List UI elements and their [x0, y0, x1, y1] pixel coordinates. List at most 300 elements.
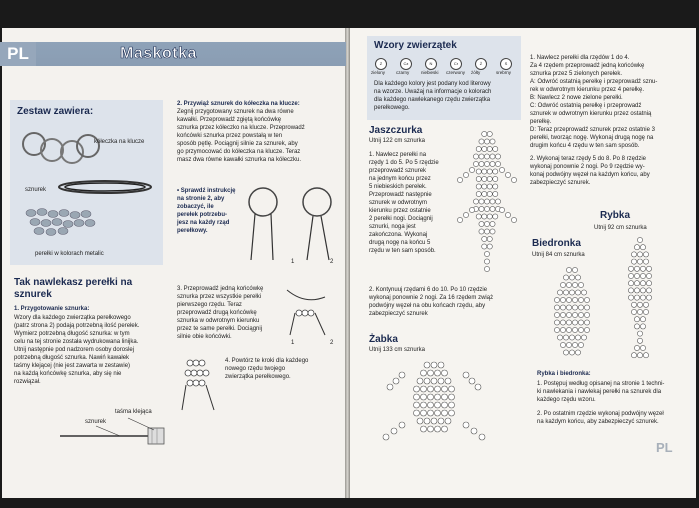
bead: [631, 252, 636, 257]
bead: [640, 245, 645, 250]
pl-footer: PL: [656, 440, 673, 455]
bead: [475, 384, 481, 390]
lizard-line: kierunku przez ostatnie: [369, 208, 431, 214]
fl-line: 2. Po ostatnim rzędzie wykonaj podwójny węzeł: [537, 411, 664, 417]
bead: [435, 410, 441, 416]
frog-line: sznurek w odwrotnym kierunku przez ostatnią: [530, 111, 652, 117]
bead: [449, 410, 455, 416]
step2-line: kawałki. Przeprowadź zgiętą końcówkę: [177, 117, 282, 123]
howto-sub1: 1. Przygotowanie sznurka:: [14, 306, 90, 312]
bead: [449, 402, 455, 408]
frog-cord: Utnij 133 cm sznurka: [369, 347, 426, 353]
threading-illustration: [285, 285, 340, 345]
bead: [414, 402, 420, 408]
bead: [428, 426, 434, 432]
bead: [572, 267, 577, 272]
lizard-line: podwójny węzeł na obu końcach rzędu, aby: [369, 303, 486, 309]
color-swatch-icon: Ż: [475, 58, 487, 70]
bead: [634, 281, 639, 286]
bead: [431, 378, 437, 384]
bead: [563, 335, 568, 340]
bead: [634, 345, 639, 350]
bead: [584, 327, 589, 332]
bead: [479, 139, 484, 144]
bead: [490, 221, 495, 226]
bead: [487, 131, 492, 136]
frog-instructions: [530, 54, 657, 150]
bead: [560, 297, 565, 302]
bead: [490, 139, 495, 144]
bead: [499, 167, 504, 172]
bead: [643, 302, 648, 307]
frog-line: wykonaj ponownie 2 nogi. Po 9 rzędzie wy-: [530, 164, 645, 170]
bead: [578, 312, 583, 317]
note-line: perełkowy.: [177, 228, 208, 234]
beads-illustration: [25, 207, 105, 237]
bead: [490, 161, 495, 166]
bead: [646, 273, 651, 278]
bead: [640, 295, 645, 300]
color-label: czarny: [396, 70, 410, 75]
bead: [495, 154, 500, 159]
pl-tab: PL: [0, 42, 36, 66]
frog-line: sznurka przez 5 zielonych perełek.: [530, 71, 623, 77]
frog-line: konaj podwójny węzeł na każdym końcu, aby: [530, 172, 650, 178]
fish-cord: Utnij 92 cm sznurka: [594, 225, 647, 231]
howto-heading-1: Tak nawlekasz perełki na: [14, 277, 133, 288]
lizard-line: sznurek w odwrotnym: [369, 200, 428, 206]
bead: [637, 338, 642, 343]
bead: [646, 295, 651, 300]
fl-line: każdego rzędu wzoru.: [537, 397, 596, 403]
bead: [634, 317, 639, 322]
bead: [463, 212, 468, 217]
bead: [637, 331, 642, 336]
bead: [442, 370, 448, 376]
patterns-heading: Wzory zwierzątek: [374, 40, 457, 51]
bead: [435, 402, 441, 408]
bead: [578, 305, 583, 310]
bead: [554, 297, 559, 302]
lizard-line: 2 perełki nogi. Dociągnij: [369, 216, 433, 222]
bead: [399, 422, 405, 428]
bead: [482, 176, 487, 181]
bead: [572, 327, 577, 332]
bead: [572, 305, 577, 310]
bead: [584, 297, 589, 302]
frog-line: zabezpieczyć sznurek.: [530, 180, 591, 186]
bead: [428, 394, 434, 400]
bead: [569, 275, 574, 280]
frog-line: perełkę.: [530, 119, 552, 125]
frog-line: B: Nawlecz 2 nowe zielone perełki.: [530, 95, 623, 101]
bead: [566, 305, 571, 310]
howto-line: potrzebną długość sznurka. Nawiń kawałek: [14, 355, 130, 361]
bead: [484, 199, 489, 204]
bead: [560, 282, 565, 287]
bead: [575, 335, 580, 340]
bead: [476, 146, 481, 151]
bead: [566, 312, 571, 317]
fl-line: 1. Postępuj według opisanej na stronie 1 techni-: [537, 381, 665, 387]
lizard-line: sznurki, noga jest: [369, 224, 416, 230]
lizard-title: Jaszczurka: [369, 125, 423, 136]
note-line: perełek potrzebu-: [177, 212, 228, 218]
bead: [473, 199, 478, 204]
fish-bead-diagram: [620, 234, 660, 364]
bead: [428, 370, 434, 376]
frog-instructions-2: [530, 155, 650, 187]
bead: [431, 418, 437, 424]
frog-bead-diagram: [372, 355, 497, 450]
bead: [643, 252, 648, 257]
bead: [637, 259, 642, 264]
bead: [572, 342, 577, 347]
bead: [505, 172, 510, 177]
bead: [484, 266, 489, 271]
step3-fig-2: 2: [330, 340, 334, 346]
bead: [469, 167, 474, 172]
bead: [643, 259, 648, 264]
fish-ladybug-p1: [537, 380, 664, 404]
bead: [424, 418, 430, 424]
bead: [479, 199, 484, 204]
bead: [484, 229, 489, 234]
bead: [442, 426, 448, 432]
bead: [482, 244, 487, 249]
bead: [435, 386, 441, 392]
bead: [640, 281, 645, 286]
lizard-line: Przeprowadź następnie: [369, 192, 432, 198]
bead: [476, 176, 481, 181]
lizard-instructions: [369, 151, 439, 255]
intro-line: Dla każdego kolory jest podany kod literowy: [374, 81, 491, 87]
bead: [493, 146, 498, 151]
bead: [493, 214, 498, 219]
bead: [634, 324, 639, 329]
bead: [438, 418, 444, 424]
bead: [581, 290, 586, 295]
howto-line: taśmy klejącej (nie jest zawarta w zestawie): [14, 363, 131, 369]
bead: [484, 161, 489, 166]
bead: [560, 342, 565, 347]
bead: [493, 184, 498, 189]
ladybug-cord: Utnij 84 cm sznurka: [532, 252, 585, 258]
bead: [578, 282, 583, 287]
color-label: zielony: [371, 70, 386, 75]
bead: [566, 327, 571, 332]
bead: [457, 177, 462, 182]
bead: [479, 206, 484, 211]
lizard-bead-diagram: [452, 128, 522, 283]
frog-line: Za 4 rzędem przeprowadź jedną końcówkę: [530, 63, 645, 69]
bead: [438, 362, 444, 368]
bead: [569, 335, 574, 340]
bead: [421, 410, 427, 416]
howto-line: (patrz strona 2) podają potrzebną ilość perełek.: [14, 323, 140, 329]
bead: [482, 236, 487, 241]
fig-2-label: 2: [330, 259, 334, 265]
bead: [428, 386, 434, 392]
bead: [628, 281, 633, 286]
lizard-line: rzędu w ten sam sposób.: [369, 248, 436, 254]
bead: [482, 214, 487, 219]
bead: [578, 342, 583, 347]
bead: [476, 191, 481, 196]
bead: [457, 217, 462, 222]
bead: [484, 251, 489, 256]
tape-cord-illustration: [60, 418, 170, 448]
step3-line: przez te same perełki. Dociągnij: [177, 326, 263, 332]
bead: [424, 362, 430, 368]
key-rings-illustration: [18, 130, 108, 170]
bead: [482, 191, 487, 196]
bead: [476, 184, 481, 189]
bead: [487, 146, 492, 151]
bead: [479, 154, 484, 159]
howto-line: Wymierz potrzebną długość sznurka: w tym: [14, 331, 130, 337]
bead: [554, 312, 559, 317]
bead: [578, 320, 583, 325]
step2-note: [177, 187, 235, 235]
bead: [643, 353, 648, 358]
step2-line: Zegnij przygotowany sznurek na dwa równe: [177, 109, 294, 115]
note-line: na stronie 2, aby: [177, 196, 225, 202]
frog-line: A: Odwróć ostatnią perełkę i przeprowadź sznu-: [530, 79, 658, 85]
step3-line: sznurka przez wszystkie perełki: [177, 294, 262, 300]
bead: [393, 378, 399, 384]
lizard-instructions-2: [369, 286, 493, 318]
bead: [563, 350, 568, 355]
page-title: Maskotka: [120, 45, 197, 62]
bead: [575, 275, 580, 280]
bead: [646, 281, 651, 286]
frog-line: 1. Nawlecz perełki dla rzędów 1 do 4.: [530, 55, 630, 61]
howto-paragraph: [14, 314, 139, 386]
fig-1-label: 1: [291, 259, 295, 265]
bead: [640, 345, 645, 350]
bead: [421, 386, 427, 392]
step3-line: przeprowadź drugą końcówkę: [177, 310, 257, 316]
bead: [399, 372, 405, 378]
bead: [469, 207, 474, 212]
bead: [640, 324, 645, 329]
howto-line: Wzory dla każdego zwierzątka perełkowego: [14, 315, 131, 321]
bead: [578, 327, 583, 332]
bead: [487, 184, 492, 189]
bead: [482, 131, 487, 136]
bead: [569, 350, 574, 355]
bead: [578, 297, 583, 302]
bead: [487, 214, 492, 219]
bead: [640, 288, 645, 293]
bead: [387, 384, 393, 390]
bead: [431, 362, 437, 368]
bead: [484, 259, 489, 264]
lizard-line: zabezpieczyć sznurek: [369, 311, 428, 317]
lizard-line: drugą nogę na końcu 5: [369, 240, 431, 246]
frog-line: rek w odwrotnym kierunku przez 4 perełkę.: [530, 87, 645, 93]
bead: [554, 327, 559, 332]
step3-fig-1: 1: [291, 340, 295, 346]
frog-line: 2. Wykonaj teraz rzędy 5 do 8. Po 8 rzędzie: [530, 156, 647, 162]
bead: [383, 434, 389, 440]
bead: [563, 290, 568, 295]
bead: [421, 426, 427, 432]
bead: [414, 386, 420, 392]
lizard-line: wykonaj ponownie 2 nogi. Za 16 rzędem zwiąż: [369, 295, 494, 301]
bead: [640, 266, 645, 271]
bead: [414, 394, 420, 400]
bead: [499, 207, 504, 212]
bead: [643, 309, 648, 314]
bead: [637, 302, 642, 307]
step4-line: zwierzątka perełkowego.: [225, 374, 291, 380]
step2-line: końcówki sznurka przez powstałą w ten: [177, 133, 283, 139]
fl-line: na każdym końcu, aby zabezpieczyć sznurek.: [537, 419, 659, 425]
bead: [484, 221, 489, 226]
bead: [554, 320, 559, 325]
bead: [634, 288, 639, 293]
bead: [479, 434, 485, 440]
bead: [487, 191, 492, 196]
bead: [631, 259, 636, 264]
bead: [484, 206, 489, 211]
bead: [442, 410, 448, 416]
step4-line: nowego rzędu twojego: [225, 366, 286, 372]
bead: [628, 295, 633, 300]
bead: [469, 378, 475, 384]
bead: [484, 154, 489, 159]
bead: [421, 402, 427, 408]
bead: [421, 394, 427, 400]
bead: [421, 370, 427, 376]
fish-ladybug-p2: [537, 410, 664, 426]
bead: [482, 146, 487, 151]
step3-block: [177, 285, 263, 341]
intro-line: dla każdego nawlekanego rzędu zwierzątka: [374, 97, 491, 103]
bead: [631, 309, 636, 314]
color-label: żółty: [471, 70, 481, 75]
color-swatch-icon: Cz: [400, 58, 412, 70]
bead: [476, 214, 481, 219]
howto-line: na każdą końcówkę sznurka, aby się nie: [14, 371, 122, 377]
color-label: czerwony: [446, 70, 466, 75]
patterns-intro: [374, 80, 491, 112]
bead: [414, 410, 420, 416]
bead: [634, 295, 639, 300]
bead: [449, 394, 455, 400]
note-line: jesz na każdy rząd: [177, 220, 230, 226]
bead: [572, 312, 577, 317]
bead: [637, 353, 642, 358]
bead: [584, 312, 589, 317]
bead: [640, 317, 645, 322]
bead: [554, 305, 559, 310]
lizard-line: na jednym końcu przez: [369, 176, 431, 182]
howto-line: celu na tej stronie została wydrukowana linijka.: [14, 339, 139, 345]
step2-block: [177, 100, 305, 164]
bead: [584, 305, 589, 310]
frog-line: perełki, tworząc nogę. Wykonaj drugą nogę na: [530, 135, 654, 141]
bead: [442, 394, 448, 400]
color-swatch-icon: N: [425, 58, 437, 70]
bead: [471, 428, 477, 434]
bead: [572, 297, 577, 302]
color-label: niebieski: [421, 70, 439, 75]
howto-line: rozwiązał.: [14, 379, 41, 385]
bead: [640, 273, 645, 278]
bead: [479, 229, 484, 234]
bead: [560, 305, 565, 310]
bead: [560, 312, 565, 317]
intro-line: na wzorze. Uważaj na informacje o kolorach: [374, 89, 492, 95]
bead: [490, 229, 495, 234]
bead: [628, 266, 633, 271]
bead: [628, 288, 633, 293]
ladybug-bead-diagram: [545, 262, 600, 362]
bead: [572, 282, 577, 287]
bead: [490, 154, 495, 159]
bead: [482, 184, 487, 189]
bead: [572, 320, 577, 325]
bead: [566, 320, 571, 325]
bead: [463, 422, 469, 428]
bead: [463, 172, 468, 177]
bead: [575, 350, 580, 355]
bead: [435, 394, 441, 400]
bead: [435, 426, 441, 432]
bead: [495, 199, 500, 204]
bead: [479, 221, 484, 226]
tape-label: taśma klejąca: [115, 409, 152, 415]
bead: [473, 154, 478, 159]
step2-line: go przymocować do kółeczka na klucze. Teraz: [177, 149, 301, 155]
note-line: zobaczyć, ile: [177, 204, 214, 210]
bead: [428, 402, 434, 408]
step4-line: 4. Powtórz te kroki dla każdego: [225, 358, 309, 364]
lizard-line: rzędy 1 do 5. Po 5 rzędzie: [369, 160, 439, 166]
intro-line: perełkowego.: [374, 105, 410, 111]
lizard-line: 1. Nawlecz perełki na: [369, 152, 427, 158]
color-swatch-icon: Z: [375, 58, 387, 70]
bead: [391, 428, 397, 434]
bead: [637, 252, 642, 257]
bead: [557, 290, 562, 295]
bead: [445, 418, 451, 424]
cord-illustration: [55, 175, 155, 200]
rows-illustration: [178, 355, 223, 415]
step3-line: 3. Przeprowadź jedną końcówkę: [177, 286, 264, 292]
frog-line: D: Teraz przeprowadź sznurek przez ostatnie 3: [530, 127, 655, 133]
frog-title: Żabka: [369, 334, 398, 345]
bead: [442, 386, 448, 392]
bead: [634, 266, 639, 271]
howto-line: Utnij następnie pod nadzorem osoby doroslej: [14, 347, 135, 353]
bead: [476, 169, 481, 174]
bead: [490, 199, 495, 204]
bead: [463, 372, 469, 378]
step2-title: 2. Przywiąż sznurek do kółeczka na klucze:: [177, 101, 300, 107]
bead: [631, 302, 636, 307]
bead: [569, 290, 574, 295]
lizard-line: przeprowadź sznurek: [369, 168, 427, 174]
bead: [435, 370, 441, 376]
lizard-line: zakończona. Wykonaj: [369, 232, 428, 238]
bead: [487, 244, 492, 249]
ring-knot-illustration: [243, 180, 338, 265]
bead: [563, 275, 568, 280]
